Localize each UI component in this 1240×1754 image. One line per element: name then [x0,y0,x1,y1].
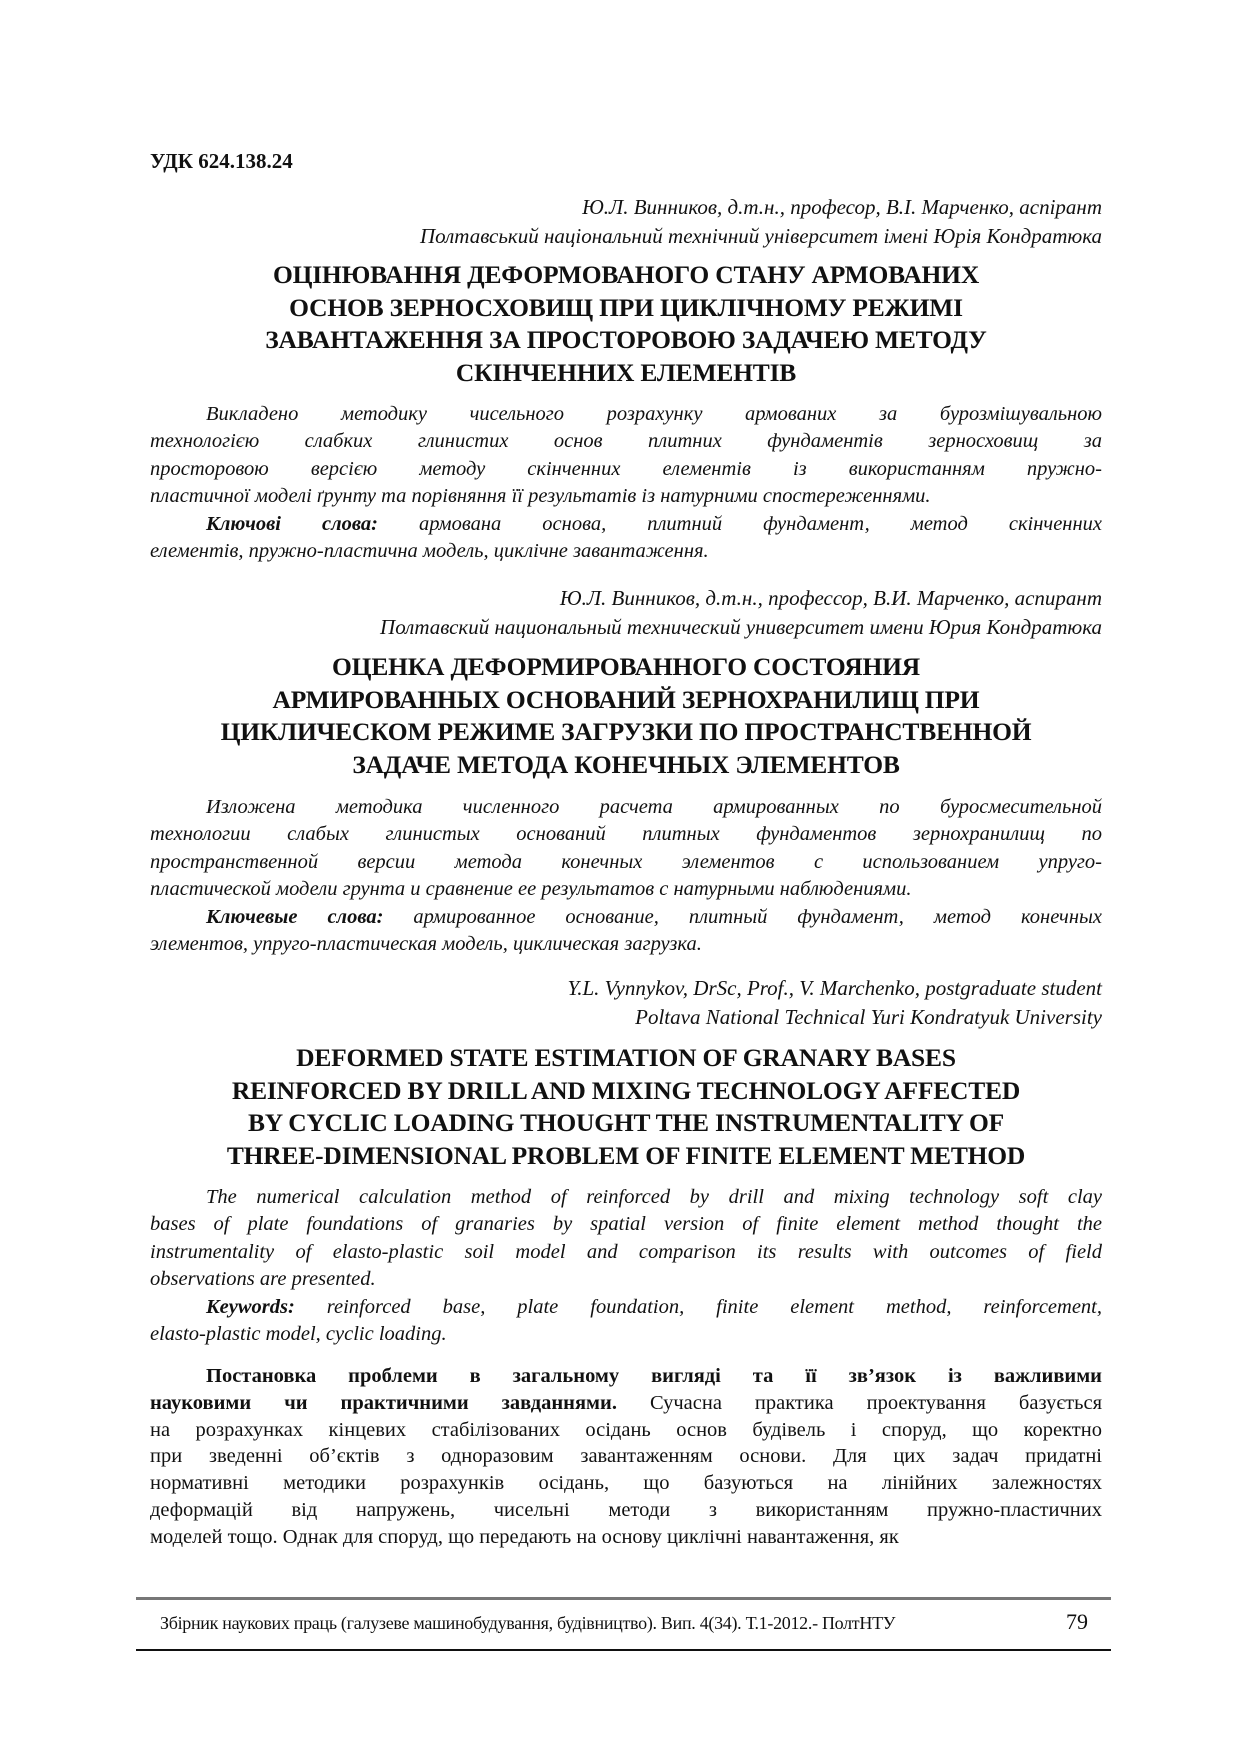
text-line: АРМИРОВАННЫХ ОСНОВАНИЙ ЗЕРНОХРАНИЛИЩ ПРИ [272,684,980,714]
text-line: ЦИКЛИЧЕСКОМ РЕЖИМЕ ЗАГРУЗКИ ПО ПРОСТРАНСТВЕННОЙ [220,717,1032,746]
en-abstract [150,1184,1102,1348]
text-line: элементов, упруго-пластическая модель, циклическая загрузка. [150,933,702,956]
text-line [150,1363,1102,1390]
footer-bottom-rule [136,1649,1111,1651]
text-line: Poltava National Technical Yuri Kondratyuk University [635,1004,1102,1029]
text-line: BY CYCLIC LOADING THOUGHT THE INSTRUMENTALITY OF [247,1108,1004,1137]
text-line: Викладено методику чисельного розрахунку армованих за бурозмішувальною [206,403,1102,425]
footer-top-rule [136,1597,1111,1600]
bold-lead-in: Keywords: [206,1295,295,1318]
page-number: 79 [1066,1609,1088,1634]
text-line: ЗАВАНТАЖЕННЯ ЗА ПРОСТОРОВОЮ ЗАДАЧЕЮ МЕТОДУ [265,325,987,354]
udk-code: УДК 624.138.24 [150,149,293,173]
text-line: пластичної моделі ґрунту та порівняння її результатів із натурними спостереженнями. [150,485,931,508]
line-text: reinforced base, plate foundation, finite element method, reinforcement, [294,1295,1102,1318]
text-line: Полтавський національний технічний університет імені Юрія Кондратюка [419,223,1102,248]
line-text: Сучасна практика проектування базується [616,1391,1102,1414]
en-authors [150,974,1102,1031]
text-line: деформацій від напружень, чисельні методи з використанням пружно-пластичних [150,1498,1102,1521]
ru-abstract [150,794,1102,958]
text-line: моделей тощо. Однак для споруд, що передають на основу циклічні навантаження, як [150,1525,899,1548]
text-line: Полтавский национальный технический университет имени Юрия Кондратюка [380,614,1102,639]
text-line: observations are presented. [150,1268,376,1291]
text-line: ОЦІНЮВАННЯ ДЕФОРМОВАНОГО СТАНУ АРМОВАНИХ [272,260,980,289]
ua-abstract [150,401,1102,565]
bold-lead-in: Ключові слова: [206,512,378,535]
line-text: армированное основание, плитный фундамент, метод конечных [383,905,1102,928]
text-line: просторовою версією методу скінченних елементів із використанням пружно- [150,457,1102,480]
ua-authors [150,193,1102,250]
bold-lead-in: науковими чи практичними завданнями. [150,1391,617,1414]
text-line: Изложена методика численного расчета армированных по буросмесительной [206,796,1102,818]
footer-journal: Збірник наукових праць (галузеве машинобудування, будівництво). Вип. 4(34). Т.1-2012.- ПолтНТУ [160,1613,896,1633]
text-line: нормативні методики розрахунків осідань, що базуються на лінійних залежностях [150,1472,1102,1495]
text-line [150,511,1102,538]
text-line: елементів, пружно-пластична модель, циклічне завантаження. [150,540,709,563]
line-text: армована основа, плитний фундамент, метод скінченних [377,512,1102,535]
text-line: The numerical calculation method of reinforced by drill and mixing technology soft clay [206,1186,1102,1208]
body-text [150,1363,1102,1551]
text-line [150,1294,1102,1321]
text-line: пластической модели грунта и сравнение ее результатов с натурными наблюдениями. [150,878,912,901]
text-line: ОСНОВ ЗЕРНОСХОВИЩ ПРИ ЦИКЛІЧНОМУ РЕЖИМІ [289,292,963,322]
bold-lead-in: Ключевые слова: [206,905,384,928]
text-line [150,904,1102,931]
text-line: технологии слабых глинистых оснований плитных фундаментов зернохранилищ по [150,823,1102,846]
text-line: ОЦЕНКА ДЕФОРМИРОВАННОГО СОСТОЯНИЯ [332,652,920,681]
text-line: пространственной версии метода конечных элементов с использованием упруго- [150,850,1102,873]
ru-authors [150,584,1102,641]
text-line: ЗАДАЧЕ МЕТОДА КОНЕЧНЫХ ЭЛЕМЕНТОВ [352,749,900,779]
text-line: технологією слабких глинистих основ плитних фундаментів зерносховищ за [150,430,1102,453]
text-line: Ю.Л. Винников, д.т.н., профессор, В.И. Марченко, аспирант [559,586,1102,610]
text-line: THREE-DIMENSIONAL PROBLEM OF FINITE ELEMENT METHOD [226,1140,1026,1170]
text-line: DEFORMED STATE ESTIMATION OF GRANARY BASES [296,1043,956,1072]
text-line [150,1390,1102,1417]
text-line: REINFORCED BY DRILL AND MIXING TECHNOLOGY AFFECTED [231,1075,1021,1105]
text-line: при зведенні об’єктів з одноразовим завантаженням основи. Для цих задач придатні [150,1445,1102,1468]
text-line: СКІНЧЕННИХ ЕЛЕМЕНТІВ [455,357,797,387]
text-line: Y.L. Vynnykov, DrSc, Prof., V. Marchenko, postgraduate student [567,976,1102,1000]
text-line: elasto-plastic model, cyclic loading. [150,1323,447,1346]
text-line: bases of plate foundations of granaries by spatial version of finite element method thought the [150,1213,1102,1236]
en-title [150,1042,1102,1172]
text-line: Ю.Л. Винников, д.т.н., професор, В.І. Марченко, аспірант [582,195,1102,219]
ua-title [150,259,1102,389]
text-line: instrumentality of elasto-plastic soil model and comparison its results with outcomes of field [150,1240,1102,1263]
bold-lead-in: Постановка проблеми в загальному вигляді та її зв’язок із важливими [206,1365,1102,1387]
text-line: на розрахунках кінцевих стабілізованих осідань основ будівель і споруд, що коректно [150,1418,1102,1441]
ru-title [150,651,1102,781]
